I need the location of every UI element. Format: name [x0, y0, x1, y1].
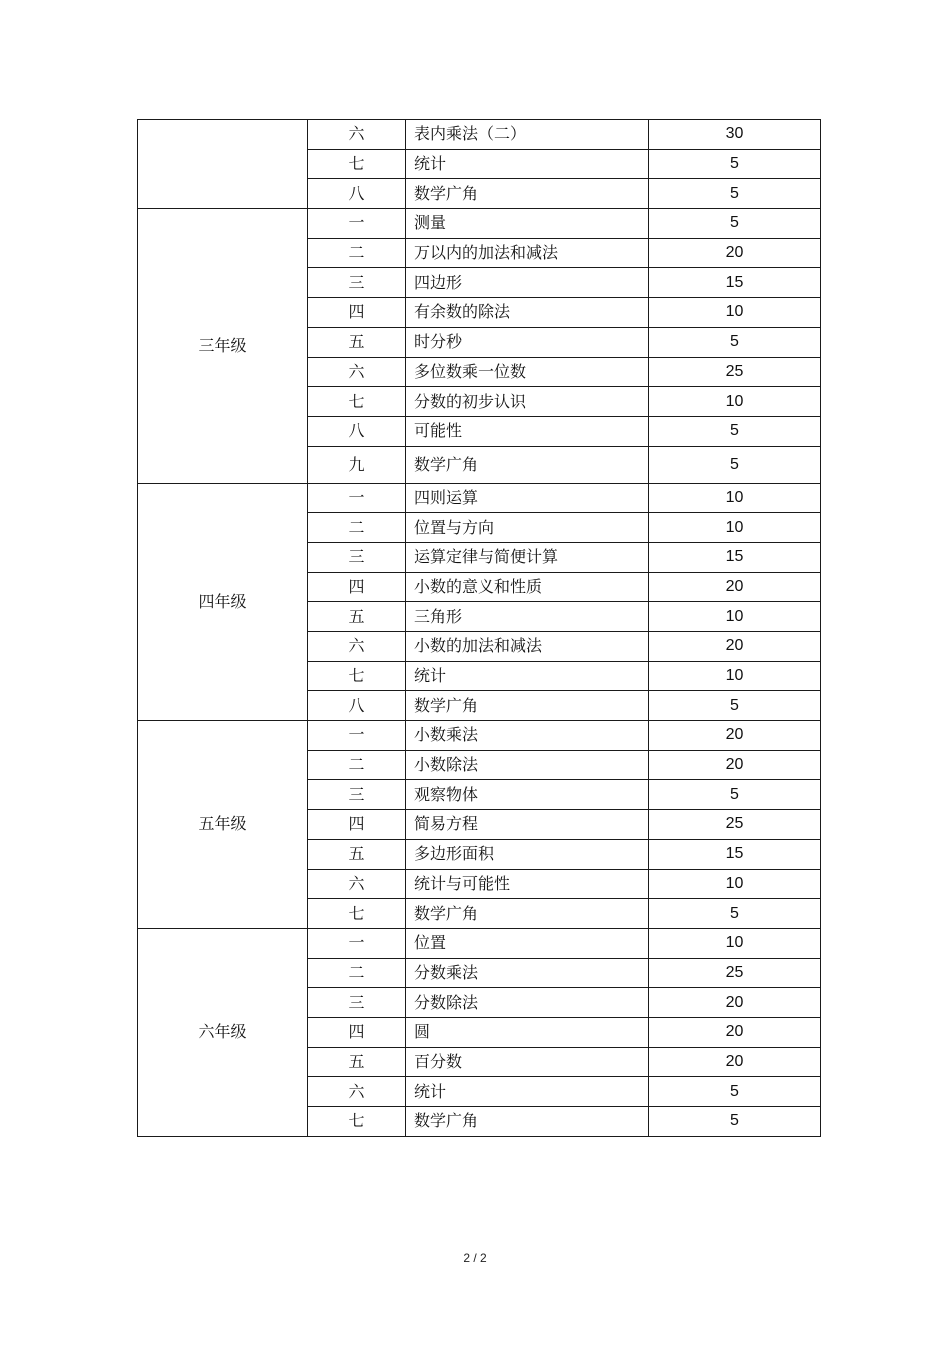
unit-number-cell: 三 — [308, 268, 406, 298]
unit-topic-cell: 小数的意义和性质 — [406, 572, 649, 602]
unit-number-cell: 四 — [308, 1017, 406, 1047]
class-hours-cell: 10 — [649, 869, 821, 899]
unit-topic-cell: 分数除法 — [406, 988, 649, 1018]
table-row — [138, 120, 821, 150]
table-row — [138, 483, 821, 513]
class-hours-cell: 5 — [649, 446, 821, 483]
unit-topic-cell: 统计 — [406, 661, 649, 691]
unit-number-cell: 一 — [308, 483, 406, 513]
unit-number-cell: 六 — [308, 1077, 406, 1107]
class-hours-cell: 25 — [649, 810, 821, 840]
unit-topic-cell: 圆 — [406, 1017, 649, 1047]
class-hours-cell: 15 — [649, 542, 821, 572]
unit-topic-cell: 数学广角 — [406, 179, 649, 209]
class-hours-cell: 10 — [649, 602, 821, 632]
unit-topic-cell: 位置与方向 — [406, 513, 649, 543]
class-hours-cell: 5 — [649, 149, 821, 179]
class-hours-cell: 20 — [649, 238, 821, 268]
unit-number-cell: 七 — [308, 149, 406, 179]
unit-number-cell: 六 — [308, 120, 406, 150]
unit-topic-cell: 运算定律与简便计算 — [406, 542, 649, 572]
unit-number-cell: 七 — [308, 387, 406, 417]
grade-cell: 四年级 — [138, 483, 308, 721]
unit-number-cell: 七 — [308, 1107, 406, 1137]
class-hours-cell: 10 — [649, 661, 821, 691]
unit-topic-cell: 多边形面积 — [406, 839, 649, 869]
unit-topic-cell: 可能性 — [406, 416, 649, 446]
class-hours-cell: 20 — [649, 721, 821, 751]
class-hours-cell: 5 — [649, 780, 821, 810]
table-row — [138, 209, 821, 239]
table-row — [138, 721, 821, 751]
unit-number-cell: 三 — [308, 780, 406, 810]
unit-number-cell: 三 — [308, 988, 406, 1018]
unit-topic-cell: 数学广角 — [406, 691, 649, 721]
grade-cell: 五年级 — [138, 721, 308, 929]
unit-number-cell: 四 — [308, 298, 406, 328]
unit-topic-cell: 分数乘法 — [406, 958, 649, 988]
class-hours-cell: 25 — [649, 357, 821, 387]
unit-number-cell: 八 — [308, 416, 406, 446]
unit-number-cell: 九 — [308, 446, 406, 483]
unit-number-cell: 七 — [308, 899, 406, 929]
unit-topic-cell: 有余数的除法 — [406, 298, 649, 328]
unit-number-cell: 三 — [308, 542, 406, 572]
unit-number-cell: 八 — [308, 691, 406, 721]
unit-topic-cell: 小数乘法 — [406, 721, 649, 751]
grade-cell: 六年级 — [138, 928, 308, 1136]
class-hours-cell: 5 — [649, 1107, 821, 1137]
unit-number-cell: 四 — [308, 810, 406, 840]
class-hours-cell: 5 — [649, 416, 821, 446]
class-hours-cell: 5 — [649, 327, 821, 357]
unit-topic-cell: 万以内的加法和减法 — [406, 238, 649, 268]
class-hours-cell: 20 — [649, 632, 821, 662]
class-hours-cell: 30 — [649, 120, 821, 150]
class-hours-cell: 20 — [649, 988, 821, 1018]
class-hours-cell: 5 — [649, 179, 821, 209]
page-number: 2 / 2 — [463, 1251, 487, 1265]
unit-topic-cell: 小数除法 — [406, 750, 649, 780]
unit-number-cell: 二 — [308, 513, 406, 543]
class-hours-cell: 20 — [649, 750, 821, 780]
class-hours-cell: 5 — [649, 1077, 821, 1107]
class-hours-cell: 5 — [649, 691, 821, 721]
unit-topic-cell: 简易方程 — [406, 810, 649, 840]
curriculum-table-body — [138, 120, 821, 1137]
class-hours-cell: 15 — [649, 268, 821, 298]
unit-topic-cell: 四边形 — [406, 268, 649, 298]
unit-number-cell: 一 — [308, 209, 406, 239]
unit-number-cell: 五 — [308, 602, 406, 632]
unit-topic-cell: 统计 — [406, 149, 649, 179]
unit-number-cell: 二 — [308, 750, 406, 780]
unit-topic-cell: 三角形 — [406, 602, 649, 632]
class-hours-cell: 15 — [649, 839, 821, 869]
unit-number-cell: 五 — [308, 1047, 406, 1077]
class-hours-cell: 5 — [649, 899, 821, 929]
grade-cell — [138, 120, 308, 209]
unit-number-cell: 六 — [308, 869, 406, 899]
unit-topic-cell: 多位数乘一位数 — [406, 357, 649, 387]
curriculum-hours-table — [137, 119, 821, 1137]
class-hours-cell: 20 — [649, 1047, 821, 1077]
class-hours-cell: 10 — [649, 387, 821, 417]
unit-topic-cell: 四则运算 — [406, 483, 649, 513]
unit-topic-cell: 分数的初步认识 — [406, 387, 649, 417]
unit-topic-cell: 数学广角 — [406, 446, 649, 483]
unit-number-cell: 六 — [308, 632, 406, 662]
unit-topic-cell: 数学广角 — [406, 899, 649, 929]
unit-number-cell: 八 — [308, 179, 406, 209]
class-hours-cell: 10 — [649, 483, 821, 513]
unit-number-cell: 六 — [308, 357, 406, 387]
unit-topic-cell: 小数的加法和减法 — [406, 632, 649, 662]
class-hours-cell: 10 — [649, 928, 821, 958]
grade-cell: 三年级 — [138, 209, 308, 484]
unit-topic-cell: 位置 — [406, 928, 649, 958]
class-hours-cell: 20 — [649, 572, 821, 602]
class-hours-cell: 25 — [649, 958, 821, 988]
unit-number-cell: 五 — [308, 327, 406, 357]
unit-number-cell: 四 — [308, 572, 406, 602]
class-hours-cell: 10 — [649, 513, 821, 543]
unit-number-cell: 一 — [308, 721, 406, 751]
unit-number-cell: 二 — [308, 238, 406, 268]
unit-topic-cell: 百分数 — [406, 1047, 649, 1077]
unit-topic-cell: 时分秒 — [406, 327, 649, 357]
unit-number-cell: 一 — [308, 928, 406, 958]
table-row — [138, 928, 821, 958]
unit-topic-cell: 表内乘法（二） — [406, 120, 649, 150]
unit-topic-cell: 观察物体 — [406, 780, 649, 810]
class-hours-cell: 5 — [649, 209, 821, 239]
unit-number-cell: 五 — [308, 839, 406, 869]
class-hours-cell: 10 — [649, 298, 821, 328]
unit-number-cell: 二 — [308, 958, 406, 988]
unit-number-cell: 七 — [308, 661, 406, 691]
class-hours-cell: 20 — [649, 1017, 821, 1047]
unit-topic-cell: 测量 — [406, 209, 649, 239]
unit-topic-cell: 统计与可能性 — [406, 869, 649, 899]
unit-topic-cell: 数学广角 — [406, 1107, 649, 1137]
unit-topic-cell: 统计 — [406, 1077, 649, 1107]
